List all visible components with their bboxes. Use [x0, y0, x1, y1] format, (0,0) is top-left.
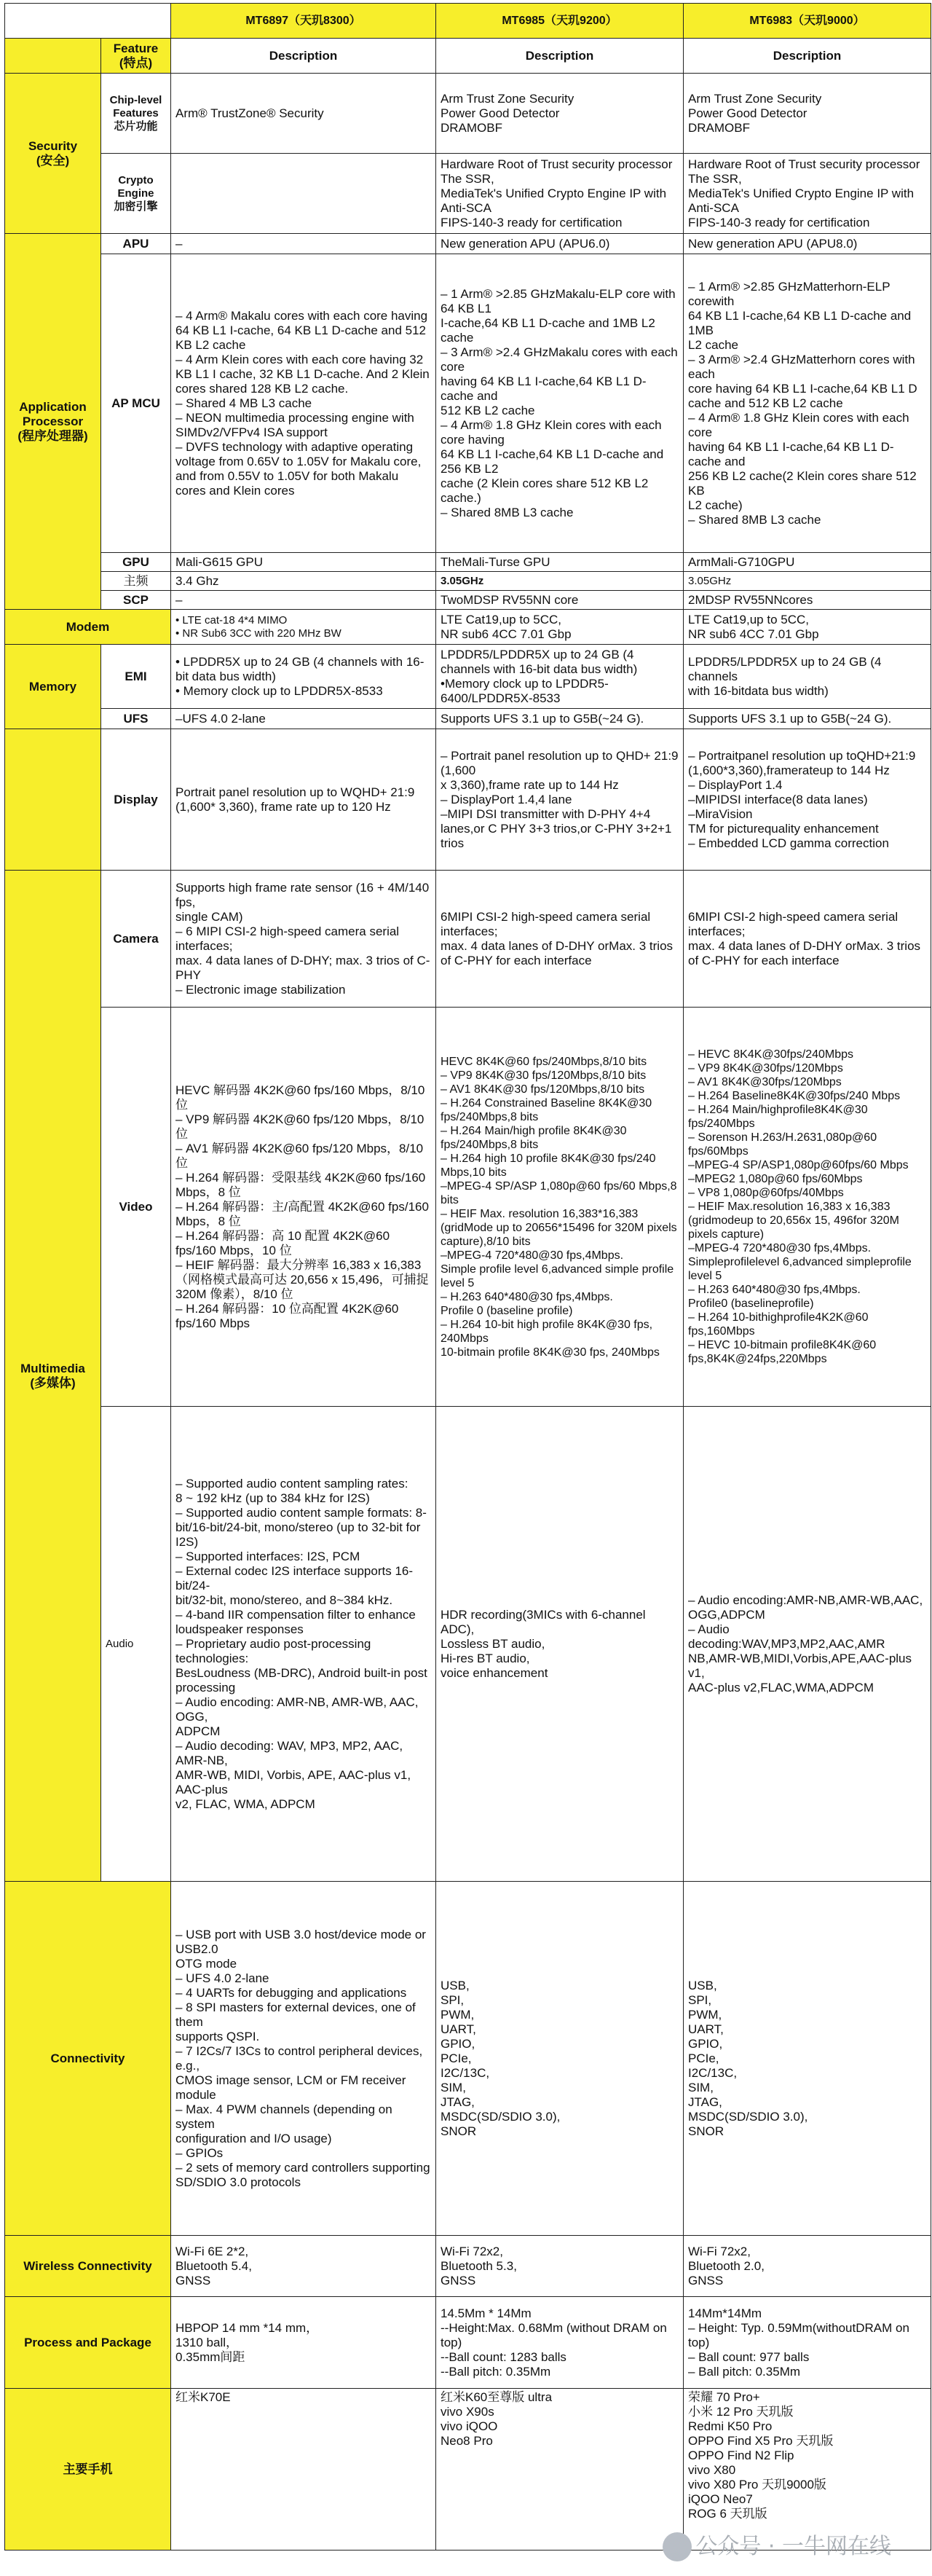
- feature-emi: EMI: [101, 645, 171, 709]
- security-chip-mt6985: Arm Trust Zone Security Power Good Detector DRAMOBF: [436, 74, 684, 154]
- modem-mt6897: • LTE cat-18 4*4 MIMO • NR Sub6 3CC with 220 MHz BW: [171, 610, 436, 645]
- header-description-3: Description: [684, 39, 931, 74]
- emi-mt6983: LPDDR5/LPDDR5X up to 24 GB (4 channels with 16-bitdata bus width): [684, 645, 931, 709]
- ap-mcu-mt6897: – 4 Arm® Makalu cores with each core having 64 KB L1 I-cache, 64 KB L1 D-cache and 512 KB L2 cache – 4 Arm Klein cores with each core having 32 KB L1 I cache, 32 KB L1 D-cache. And 2 Klein cores shared 128 KB L2 cache. – Shared 4 MB L3 cache – NEON multimedia processing engine with SIMDv2/VFPv4 ISA support – DVFS technology with adaptive operating voltage from 0.65V to 1.05V for Makalu core, and from 0.55V to 1.05V for both Makalu cores and Klein cores: [171, 254, 436, 553]
- watermark: 公众号 · 一牛网在线: [695, 2534, 891, 2559]
- connectivity-mt6983: USB, SPI, PWM, UART, GPIO, PCIe, I2C/13C, SIM, JTAG, MSDC(SD/SDIO 3.0), SNOR: [684, 1882, 931, 2236]
- modem-mt6985: LTE Cat19,up to 5CC, NR sub6 4CC 7.01 Gbp: [436, 610, 684, 645]
- feature-ap-mcu: AP MCU: [101, 254, 171, 553]
- category-multimedia: Multimedia (多媒体): [5, 871, 101, 1882]
- gpu-mt6985: TheMali-Turse GPU: [436, 553, 684, 572]
- audio-mt6983: – Audio encoding:AMR-NB,AMR-WB,AAC, OGG,ADPCM – Audio decoding:WAV,MP3,MP2,AAC,AMR NB,AMR-WB,MIDI,Vorbis,APE,AAC-plus v1, AAC-plus v2,FLAC,WMA,ADPCM: [684, 1407, 931, 1882]
- apu-mt6897: –: [171, 234, 436, 254]
- emi-mt6985: LPDDR5/LPDDR5X up to 24 GB (4 channels with 16-bit data bus width) •Memory clock up to LPDDR5-6400/LPDDR5X-8533: [436, 645, 684, 709]
- connectivity-mt6897: – USB port with USB 3.0 host/device mode or USB2.0 OTG mode – UFS 4.0 2-lane – 4 UARTs for debugging and applications – 8 SPI masters for external devices, one of them supports QSPI. – 7 I2Cs/7 I3Cs to control peripheral devices, e.g., CMOS image sensor, LCM or FM receiver module – Max. 4 PWM channels (depending on system configuration and I/O usage) – GPIOs – 2 sets of memory card controllers supporting SD/SDIO 3.0 protocols: [171, 1882, 436, 2236]
- ufs-mt6985: Supports UFS 3.1 up to G5B(~24 G).: [436, 709, 684, 729]
- phones-mt6985: 红米K60至尊版 ultra vivo X90s vivo iQOO Neo8 Pro: [436, 2389, 684, 2551]
- camera-mt6985: 6MIPI CSI-2 high-speed camera serial interfaces; max. 4 data lanes of D-DHY orMax. 3 trios of C-PHY for each interface: [436, 871, 684, 1008]
- header-mt6985: MT6985（天玑9200）: [436, 4, 684, 39]
- video-mt6985: HEVC 8K4K@60 fps/240Mbps,8/10 bits – VP9 8K4K@30 fps/120Mbps,8/10 bits – AV1 8K4K@30 fps/120Mbps,8/10 bits – H.264 Constrained Baseline 8K4K@30 fps/240Mbps,8 bits – H.264 Main/high profile 8K4K@30 fps/240Mbps,8 bits – H.264 high 10 profile 8K4K@30 fps/240 Mbps,10 bits –MPEG-4 SP/ASP 1,080p@60 fps/60 Mbps,8 bits – HEIF Max. resolution 16,383*16,383 (gridMode up to 20656*15496 for 320M pixels capture),8/10 bits –MPEG-4 720*480@30 fps,4Mbps. Simple profile level 6,advanced simple profile level 5 – H.263 640*480@30 fps,4Mbps. Profile 0 (baseline profile) – H.264 10-bit high profile 8K4K@30 fps, 240Mbps 10-bitmain profile 8K4K@30 fps, 240Mbps: [436, 1008, 684, 1407]
- header-mt6983: MT6983（天玑9000）: [684, 4, 931, 39]
- header-mt6897: MT6897（天玑8300）: [171, 4, 436, 39]
- category-process-package: Process and Package: [5, 2297, 171, 2389]
- security-crypto-mt6897: [171, 154, 436, 234]
- watermark-logo-icon: [663, 2532, 692, 2561]
- wireless-mt6985: Wi-Fi 72x2, Bluetooth 5.3, GNSS: [436, 2236, 684, 2297]
- feature-display: Display: [101, 729, 171, 871]
- ap-mcu-mt6985: – 1 Arm® >2.85 GHzMakalu-ELP core with 64 KB L1 I-cache,64 KB L1 D-cache and 1MB L2 cache – 3 Arm® >2.4 GHzMakalu cores with each core having 64 KB L1 I-cache,64 KB L1 D-cache and 512 KB L2 cache – 4 Arm® 1.8 GHz Klein cores with each core having 64 KB L1 I-cache,64 KB L1 D-cache and 256 KB L2 cache (2 Klein cores share 512 KB L2 cache.) – Shared 8MB L3 cache: [436, 254, 684, 553]
- phones-mt6983: 荣耀 70 Pro+ 小米 12 Pro 天玑版 Redmi K50 Pro OPPO Find X5 Pro 天玑版 OPPO Find N2 Flip vivo X80 vivo X80 Pro 天玑9000版 iQOO Neo7 ROG 6 天玑版: [684, 2389, 931, 2551]
- security-crypto-mt6985: Hardware Root of Trust security processor The SSR, MediaTek's Unified Crypto Engine IP with Anti-SCA FIPS-140-3 ready for certification: [436, 154, 684, 234]
- connectivity-mt6985: USB, SPI, PWM, UART, GPIO, PCIe, I2C/13C, SIM, JTAG, MSDC(SD/SDIO 3.0), SNOR: [436, 1882, 684, 2236]
- category-security: Security (安全): [5, 74, 101, 234]
- security-chip-mt6983: Arm Trust Zone Security Power Good Detector DRAMOBF: [684, 74, 931, 154]
- header-feature: Feature (特点): [101, 39, 171, 74]
- gpu-mt6983: ArmMali-G710GPU: [684, 553, 931, 572]
- ufs-mt6983: Supports UFS 3.1 up to G5B(~24 G).: [684, 709, 931, 729]
- scp-mt6983: 2MDSP RV55NNcores: [684, 591, 931, 610]
- feature-scp: SCP: [101, 591, 171, 610]
- video-mt6983: – HEVC 8K4K@30fps/240Mbps – VP9 8K4K@30fps/120Mbps – AV1 8K4K@30fps/120Mbps – H.264 Baseline8K4K@30fps/240 Mbps – H.264 Main/highprofile8K4K@30 fps/240Mbps – Sorenson H.263/H.2631,080p@60 fps/60Mbps –MPEG-4 SP/ASP1,080p@60fps/60 Mbps –MPEG2 1,080p@60 fps/60Mbps – VP8 1,080p@60fps/40Mbps – HEIF Max.resolution 16,383 x 16,383 (gridmodeup to 20,656x 15, 496for 320M pixels capture) –MPEG-4 720*480@30 fps,4Mbps. Simpleprofilelevel 6,advanced simpleprofile level 5 – H.263 640*480@30 fps,4Mbps. Profile0 (baselineprofile) – H.264 10-bithighprofile4K2K@60 fps,160Mbps – HEVC 10-bitmain profile8K4K@60 fps,8K4K@24fps,220Mbps: [684, 1008, 931, 1407]
- security-crypto-mt6983: Hardware Root of Trust security processor The SSR, MediaTek's Unified Crypto Engine IP with Anti-SCA FIPS-140-3 ready for certification: [684, 154, 931, 234]
- category-connectivity: Connectivity: [5, 1882, 171, 2236]
- freq-mt6983: 3.05GHz: [684, 572, 931, 591]
- feature-apu: APU: [101, 234, 171, 254]
- feature-video: Video: [101, 1008, 171, 1407]
- spec-comparison-table: [4, 3, 931, 2551]
- audio-mt6897: – Supported audio content sampling rates: 8 ~ 192 kHz (up to 384 kHz for I2S) – Supported audio content sample formats: 8-bit/16-bit/24-bit, mono/stereo (up to 32-bit for I2S) – Supported interfaces: I2S, PCM – External codec I2S interface supports 16-bit/24- bit/32-bit, mono/stereo, and 8~384 kHz. – 4-band IIR compensation filter to enhance loudspeaker responses – Proprietary audio post-processing technologies: BesLoudness (MB-DRC), Android built-in post processing – Audio encoding: AMR-NB, AMR-WB, AAC, OGG, ADPCM – Audio decoding: WAV, MP3, MP2, AAC, AMR-NB, AMR-WB, MIDI, Vorbis, APE, AAC-plus v1, AAC-plus v2, FLAC, WMA, ADPCM: [171, 1407, 436, 1882]
- feature-audio: Audio: [101, 1407, 171, 1882]
- category-display-blank: [5, 729, 101, 871]
- feature-gpu: GPU: [101, 553, 171, 572]
- display-mt6897: Portrait panel resolution up to WQHD+ 21:9 (1,600* 3,360), frame rate up to 120 Hz: [171, 729, 436, 871]
- freq-mt6897: 3.4 Ghz: [171, 572, 436, 591]
- camera-mt6897: Supports high frame rate sensor (16 + 4M/140 fps, single CAM) – 6 MIPI CSI-2 high-speed camera serial interfaces; max. 4 data lanes of D-DHY; max. 3 trios of C-PHY – Electronic image stabilization: [171, 871, 436, 1008]
- category-modem: Modem: [5, 610, 171, 645]
- package-mt6983: 14Mm*14Mm – Height: Typ. 0.59Mm(withoutDRAM on top) – Ball count: 977 balls – Ball pitch: 0.35Mm: [684, 2297, 931, 2389]
- emi-mt6897: • LPDDR5X up to 24 GB (4 channels with 16-bit data bus width) • Memory clock up to LPDDR5X-8533: [171, 645, 436, 709]
- security-chip-mt6897: Arm® TrustZone® Security: [171, 74, 436, 154]
- package-mt6897: HBPOP 14 mm *14 mm， 1310 ball， 0.35mm间距: [171, 2297, 436, 2389]
- video-mt6897: HEVC 解码器 4K2K@60 fps/160 Mbps，8/10 位 – VP9 解码器 4K2K@60 fps/120 Mbps，8/10 位 – AV1 解码器 4K2K@60 fps/120 Mbps，8/10 位 – H.264 解码器：受限基线 4K2K@60 fps/160 Mbps，8 位 – H.264 解码器：主/高配置 4K2K@60 fps/160 Mbps，8 位 – H.264 解码器：高 10 配置 4K2K@60 fps/160 Mbps，10 位 – HEIF 解码器：最大分辨率 16,383 x 16,383（网格模式最高可达 20,656 x 15,496，可捕捉 320M 像素），8/10 位 – H.264 解码器：10 位高配置 4K2K@60 fps/160 Mbps: [171, 1008, 436, 1407]
- feature-chip-level: Chip-level Features 芯片功能: [101, 74, 171, 154]
- camera-mt6983: 6MIPI CSI-2 high-speed camera serial interfaces; max. 4 data lanes of D-DHY orMax. 3 trios of C-PHY for each interface: [684, 871, 931, 1008]
- header-description-1: Description: [171, 39, 436, 74]
- category-application-processor: Application Processor (程序处理器): [5, 234, 101, 610]
- apu-mt6983: New generation APU (APU8.0): [684, 234, 931, 254]
- category-wireless: Wireless Connectivity: [5, 2236, 171, 2297]
- freq-mt6985: 3.05GHz: [436, 572, 684, 591]
- display-mt6983: – Portraitpanel resolution up toQHD+21:9 (1,600*3,360),framerateup to 144 Hz – DisplayPort 1.4 –MIPIDSI interface(8 data lanes) –MiraVision TM for picturequality enhancement – Embedded LCD gamma correction: [684, 729, 931, 871]
- feature-main-frequency: 主频: [101, 572, 171, 591]
- ufs-mt6897: –UFS 4.0 2-lane: [171, 709, 436, 729]
- wireless-mt6983: Wi-Fi 72x2, Bluetooth 2.0, GNSS: [684, 2236, 931, 2297]
- scp-mt6897: –: [171, 591, 436, 610]
- header-category-blank: [5, 39, 101, 74]
- phones-mt6897: 红米K70E: [171, 2389, 436, 2551]
- package-mt6985: 14.5Mm * 14Mm --Height:Max. 0.68Mm (without DRAM on top) --Ball count: 1283 balls --Ball pitch: 0.35Mm: [436, 2297, 684, 2389]
- display-mt6985: – Portrait panel resolution up to QHD+ 21:9 (1,600 x 3,360),frame rate up to 144 Hz – DisplayPort 1.4,4 lane –MIPI DSI transmitter with D-PHY 4+4 lanes,or C PHY 3+3 trios,or C-PHY 3+2+1 trios: [436, 729, 684, 871]
- scp-mt6985: TwoMDSP RV55NN core: [436, 591, 684, 610]
- apu-mt6985: New generation APU (APU6.0): [436, 234, 684, 254]
- feature-camera: Camera: [101, 871, 171, 1008]
- feature-ufs: UFS: [101, 709, 171, 729]
- wireless-mt6897: Wi-Fi 6E 2*2, Bluetooth 5.4, GNSS: [171, 2236, 436, 2297]
- audio-mt6985: HDR recording(3MICs with 6-channel ADC), Lossless BT audio, Hi-res BT audio, voice enhancement: [436, 1407, 684, 1882]
- ap-mcu-mt6983: – 1 Arm® >2.85 GHzMatterhorn-ELP corewith 64 KB L1 I-cache,64 KB L1 D-cache and 1MB L2 cache – 3 Arm® >2.4 GHzMatterhorn cores with each core having 64 KB L1 I-cache,64 KB L1 D cache and 512 KB L2 cache – 4 Arm® 1.8 GHz Klein cores with each core having 64 KB L1 I-cache,64 KB L1 D-cache and 256 KB L2 cache(2 Klein cores share 512 KB L2 cache) – Shared 8MB L3 cache: [684, 254, 931, 553]
- category-memory: Memory: [5, 645, 101, 729]
- header-description-2: Description: [436, 39, 684, 74]
- category-main-phones: 主要手机: [5, 2389, 171, 2551]
- gpu-mt6897: Mali-G615 GPU: [171, 553, 436, 572]
- modem-mt6983: LTE Cat19,up to 5CC, NR sub6 4CC 7.01 Gbp: [684, 610, 931, 645]
- header-corner: [5, 4, 171, 39]
- feature-crypto-engine: Crypto Engine 加密引擎: [101, 154, 171, 234]
